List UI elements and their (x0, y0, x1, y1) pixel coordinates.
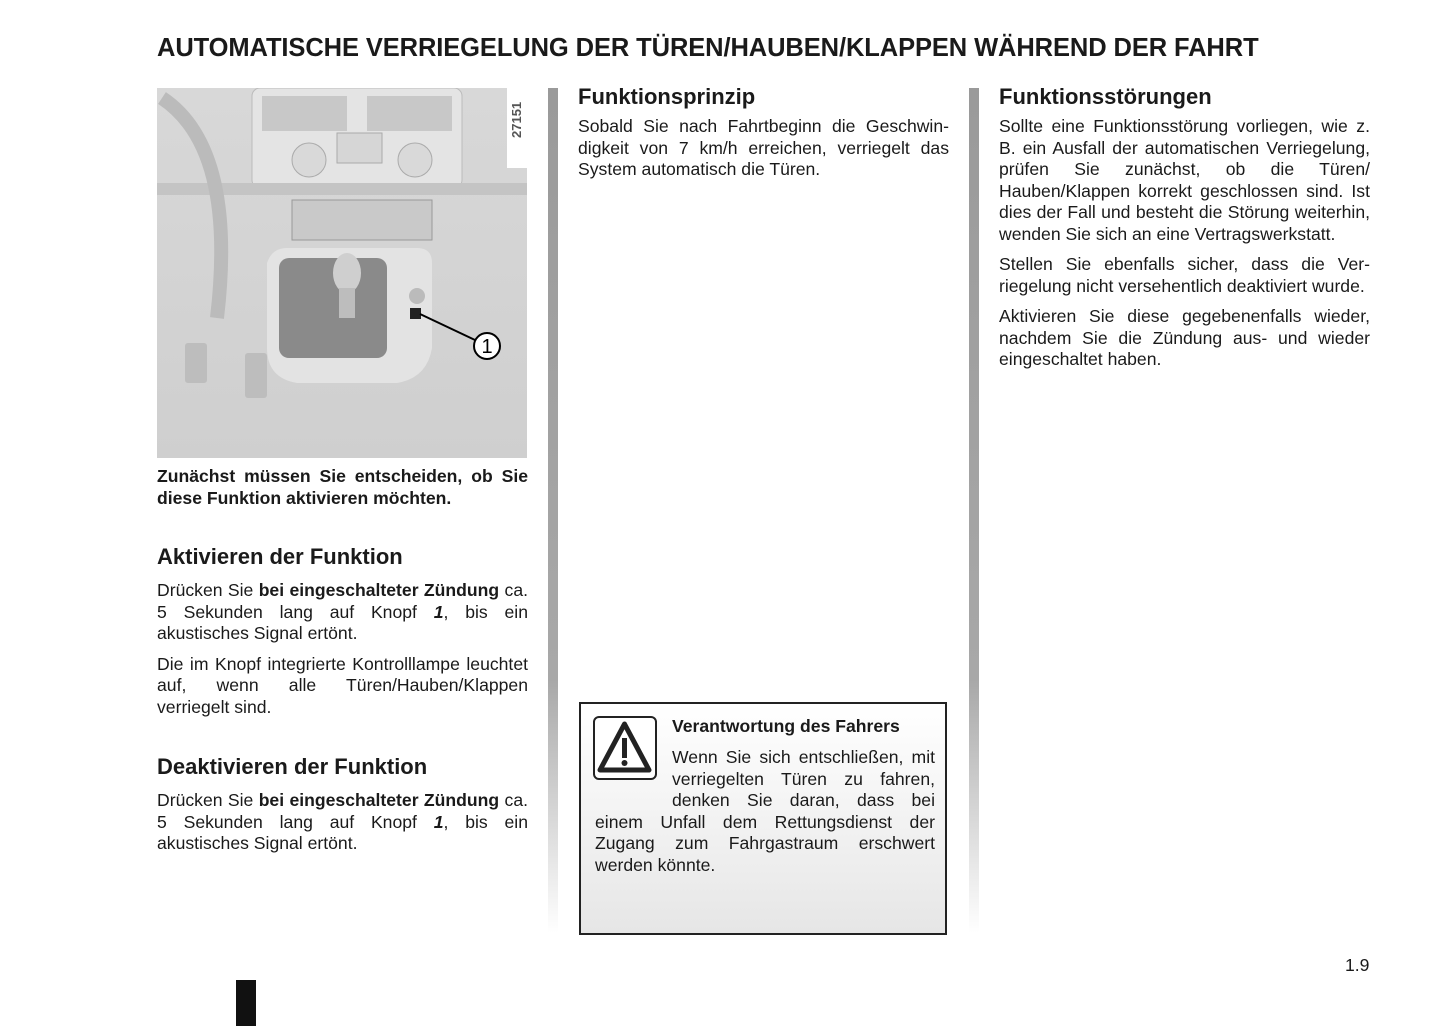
principle-paragraph: Sobald Sie nach Fahrtbeginn die Geschwindigkeit von 7 km/h erreichen, verriegelt das System automatisch die Türen. (578, 116, 949, 179)
malfunction-paragraph-1: Sollte eine Funktionsstörung vorliegen, wie z. B. ein Ausfall der automatischen Verriegelung, prüfen Sie zunächst, ob die Türen/ Hauben/Klappen korrekt geschlossen sind. Ist dies der Fall und besteht die Störung weiterhin, wenden Sie sich an eine Vertragswerkstatt. (999, 116, 1370, 244)
warning-box (579, 702, 947, 935)
middle-column (578, 84, 949, 190)
heading-malfunctions: Funktionsstörungen (999, 84, 1212, 109)
activate-paragraph-1 (157, 580, 528, 645)
page-title: AUTOMATISCHE VERRIEGELUNG DER TÜREN/HAUBEN/KLAPPEN WÄHREND DER FAHRT (157, 34, 1259, 62)
warning-title: Verantwortung des Fahrers (672, 716, 900, 736)
callout-1-label: 1 (481, 336, 493, 358)
heading-principle: Funktionsprinzip (578, 84, 756, 109)
column-divider (969, 88, 979, 933)
text: ca. 5 Sekunden lang auf Knopf (157, 580, 528, 622)
bold-text: bei eingeschalteter Zündung (258, 790, 500, 810)
text: Drücken Sie (157, 790, 259, 810)
heading-deactivate: Deaktivieren der Funktion (157, 754, 428, 779)
figure-ref-number: 27151 (509, 101, 524, 138)
text: , bis ein akustisches Signal ertönt. (157, 601, 528, 643)
page-number: 1.9 (1345, 955, 1370, 975)
column-divider (548, 88, 558, 933)
deactivate-paragraph-1 (157, 790, 528, 855)
malfunction-paragraph-2: Stellen Sie ebenfalls sicher, dass die Verriegelung nicht versehentlich deaktiviert wurde. (999, 254, 1370, 296)
text: ca. 5 Sekunden lang auf Knopf (157, 790, 528, 832)
button-reference: 1 (433, 811, 444, 832)
warning-body: Wenn Sie sich entschließen, mit verriegelten Türen zu fahren, denken Sie daran, dass bei einem Unfall dem Rettungsdienst der Zugang zum Fahrgastraum erschwert werden könnte. (595, 747, 935, 875)
heading-activate: Aktivieren der Funktion (157, 544, 403, 569)
text: Drücken Sie (157, 580, 259, 600)
bold-text: bei eingeschalteter Zündung (258, 580, 500, 600)
dashboard-illustration (157, 88, 527, 458)
activate-paragraph-2: Die im Knopf integrierte Kontrolllampe leuchtet auf, wenn alle Türen/Hauben/Klappen verriegelt sind. (157, 653, 528, 717)
left-column (157, 466, 528, 864)
figure-caption: Zunächst müssen Sie entscheiden, ob Sie diese Funktion aktivieren möchten. (157, 466, 528, 508)
button-reference: 1 (433, 601, 444, 622)
right-column (999, 84, 1370, 380)
text: , bis ein akustisches Signal ertönt. (157, 811, 528, 853)
malfunction-paragraph-3: Aktivieren Sie diese gegebenenfalls wieder, nachdem Sie die Zündung aus- und wieder eingeschaltet haben. (999, 306, 1370, 369)
chapter-tab-marker (236, 980, 256, 1026)
dashboard-drawing (157, 88, 527, 458)
